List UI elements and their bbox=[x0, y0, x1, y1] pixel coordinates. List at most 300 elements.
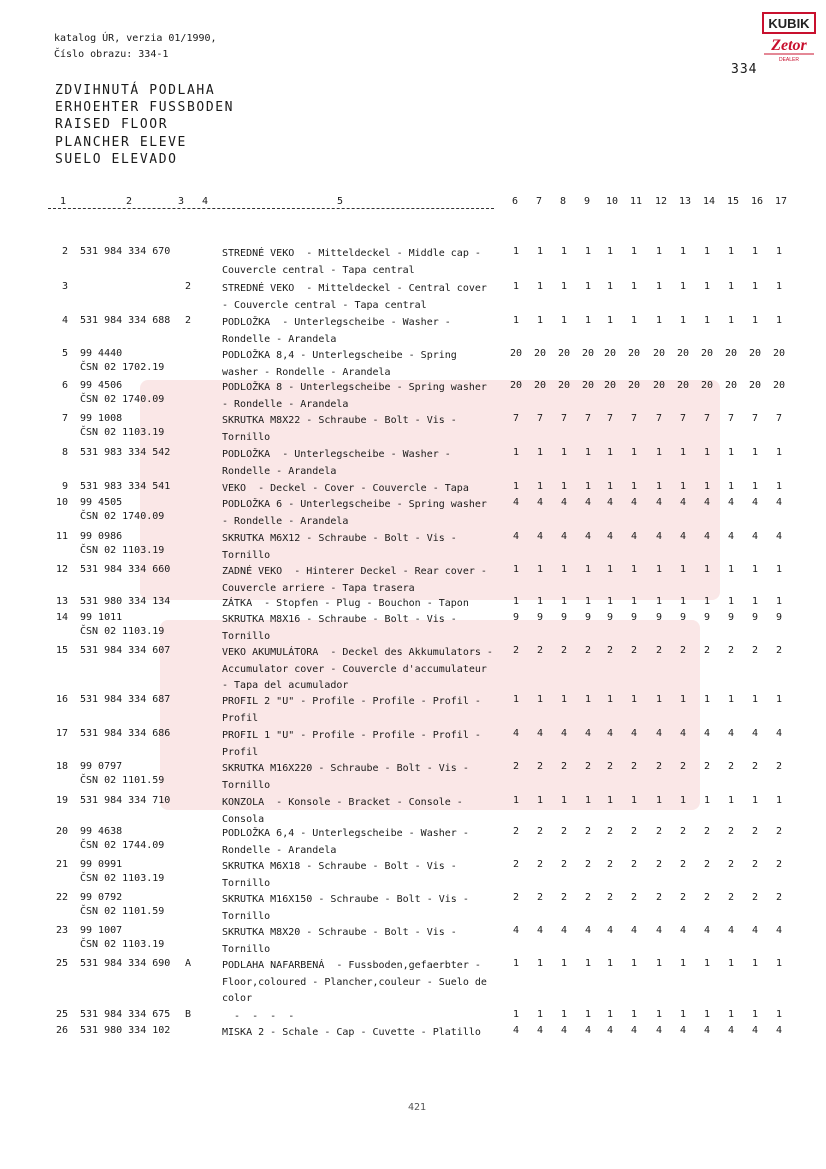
quantity-cell: 1 bbox=[727, 596, 735, 607]
standard-number: ČSN 02 1101.59 bbox=[80, 906, 165, 917]
quantity-cell: 1 bbox=[606, 281, 614, 292]
quantity-cell: 20 bbox=[724, 380, 738, 391]
variant-code: 2 bbox=[185, 315, 192, 326]
svg-text:KUBIK: KUBIK bbox=[768, 16, 810, 31]
quantity-cell: 2 bbox=[560, 645, 568, 656]
quantity-cell: 4 bbox=[606, 497, 614, 508]
title-de: ERHOEHTER FUSSBODEN bbox=[55, 100, 235, 116]
quantity-cell: 20 bbox=[627, 348, 641, 359]
quantity-cell: 7 bbox=[584, 413, 592, 424]
quantity-cell: 2 bbox=[584, 859, 592, 870]
quantity-cell: 20 bbox=[509, 348, 523, 359]
quantity-cell: 20 bbox=[557, 348, 571, 359]
quantity-cell: 1 bbox=[536, 1009, 544, 1020]
quantity-cell: 1 bbox=[703, 447, 711, 458]
quantity-cell: 1 bbox=[751, 795, 759, 806]
quantity-cell: 7 bbox=[536, 413, 544, 424]
quantity-cell: 20 bbox=[603, 380, 617, 391]
quantity-cell: 1 bbox=[606, 564, 614, 575]
col-qty-label: 10 bbox=[606, 196, 619, 207]
quantity-cell: 1 bbox=[584, 481, 592, 492]
quantity-cell: 1 bbox=[606, 694, 614, 705]
quantity-cell: 4 bbox=[584, 531, 592, 542]
quantity-cell: 7 bbox=[630, 413, 638, 424]
quantity-cell: 2 bbox=[679, 761, 687, 772]
quantity-cell: 2 bbox=[703, 892, 711, 903]
part-description: VEKO - Deckel - Cover - Couvercle - Tapa bbox=[222, 483, 469, 494]
quantity-cell: 1 bbox=[775, 481, 783, 492]
quantity-cell: 1 bbox=[679, 315, 687, 326]
quantity-cell: 4 bbox=[775, 1025, 783, 1036]
quantity-cell: 1 bbox=[560, 281, 568, 292]
col-qty-label: 16 bbox=[751, 196, 764, 207]
quantity-cell: 1 bbox=[606, 596, 614, 607]
quantity-cell: 1 bbox=[630, 795, 638, 806]
quantity-cell: 20 bbox=[772, 380, 786, 391]
quantity-cell: 7 bbox=[679, 413, 687, 424]
quantity-cell: 1 bbox=[775, 596, 783, 607]
quantity-cell: 4 bbox=[703, 531, 711, 542]
quantity-cell: 4 bbox=[655, 728, 663, 739]
quantity-cell: 2 bbox=[775, 859, 783, 870]
part-number: 99 1007 bbox=[80, 925, 123, 936]
part-description: SKRUTKA M16X150 - Schraube - Bolt - Vis - Tornillo bbox=[222, 894, 469, 922]
position-number: 17 bbox=[55, 728, 68, 739]
quantity-cell: 2 bbox=[584, 645, 592, 656]
quantity-cell: 4 bbox=[679, 497, 687, 508]
quantity-cell: 2 bbox=[727, 761, 735, 772]
quantity-cell: 4 bbox=[560, 728, 568, 739]
quantity-cell: 9 bbox=[536, 612, 544, 623]
quantity-cell: 1 bbox=[560, 1009, 568, 1020]
quantity-cell: 1 bbox=[703, 1009, 711, 1020]
quantity-cell: 20 bbox=[676, 380, 690, 391]
quantity-cell: 1 bbox=[751, 246, 759, 257]
quantity-cell: 4 bbox=[630, 1025, 638, 1036]
standard-number: ČSN 02 1103.19 bbox=[80, 873, 165, 884]
part-description: ZADNÉ VEKO - Hinterer Deckel - Rear cover - Couvercle arriere - Tapa trasera bbox=[222, 566, 487, 594]
quantity-cell: 1 bbox=[630, 1009, 638, 1020]
quantity-cell: 1 bbox=[560, 596, 568, 607]
quantity-cell: 1 bbox=[727, 564, 735, 575]
col-qty-label: 14 bbox=[703, 196, 716, 207]
quantity-cell: 1 bbox=[679, 694, 687, 705]
quantity-cell: 7 bbox=[727, 413, 735, 424]
quantity-cell: 4 bbox=[512, 1025, 520, 1036]
quantity-cell: 4 bbox=[584, 925, 592, 936]
quantity-cell: 1 bbox=[679, 958, 687, 969]
quantity-cell: 2 bbox=[536, 761, 544, 772]
quantity-cell: 7 bbox=[655, 413, 663, 424]
quantity-cell: 20 bbox=[603, 348, 617, 359]
quantity-cell: 4 bbox=[536, 531, 544, 542]
quantity-cell: 1 bbox=[655, 958, 663, 969]
quantity-cell: 1 bbox=[775, 958, 783, 969]
quantity-cell: 1 bbox=[703, 281, 711, 292]
quantity-cell: 20 bbox=[581, 348, 595, 359]
quantity-cell: 1 bbox=[679, 596, 687, 607]
quantity-cell: 1 bbox=[512, 596, 520, 607]
quantity-cell: 1 bbox=[775, 1009, 783, 1020]
quantity-cell: 4 bbox=[560, 531, 568, 542]
quantity-cell: 1 bbox=[630, 447, 638, 458]
col-qty-label: 11 bbox=[630, 196, 643, 207]
quantity-cell: 4 bbox=[630, 925, 638, 936]
quantity-cell: 20 bbox=[533, 380, 547, 391]
quantity-cell: 1 bbox=[727, 246, 735, 257]
part-number: 99 4638 bbox=[80, 826, 123, 837]
part-description: SKRUTKA M8X22 - Schraube - Bolt - Vis - Tornillo bbox=[222, 415, 457, 443]
position-number: 16 bbox=[55, 694, 68, 705]
quantity-cell: 4 bbox=[655, 497, 663, 508]
quantity-cell: 1 bbox=[536, 281, 544, 292]
quantity-cell: 1 bbox=[727, 315, 735, 326]
title-fr: PLANCHER ELEVE bbox=[55, 134, 187, 150]
col-qty-label: 17 bbox=[775, 196, 788, 207]
quantity-cell: 9 bbox=[703, 612, 711, 623]
col-qty-label: 12 bbox=[655, 196, 668, 207]
quantity-cell: 4 bbox=[703, 497, 711, 508]
quantity-cell: 1 bbox=[703, 564, 711, 575]
quantity-cell: 2 bbox=[679, 859, 687, 870]
quantity-cell: 9 bbox=[560, 612, 568, 623]
quantity-cell: 1 bbox=[703, 795, 711, 806]
part-description: PODLOŽKA - Unterlegscheibe - Washer - Rondelle - Arandela bbox=[222, 317, 451, 345]
quantity-cell: 20 bbox=[676, 348, 690, 359]
quantity-cell: 1 bbox=[679, 795, 687, 806]
quantity-cell: 1 bbox=[584, 281, 592, 292]
col-qty-label: 8 bbox=[560, 196, 567, 207]
quantity-cell: 20 bbox=[748, 348, 762, 359]
position-number: 18 bbox=[55, 761, 68, 772]
svg-text:Zetor: Zetor bbox=[771, 37, 807, 54]
variant-code: B bbox=[185, 1009, 192, 1020]
position-number: 9 bbox=[61, 481, 68, 492]
quantity-cell: 1 bbox=[775, 315, 783, 326]
quantity-cell: 2 bbox=[606, 892, 614, 903]
quantity-cell: 1 bbox=[606, 795, 614, 806]
quantity-cell: 1 bbox=[775, 795, 783, 806]
quantity-cell: 1 bbox=[655, 1009, 663, 1020]
quantity-cell: 20 bbox=[772, 348, 786, 359]
part-number: 531 983 334 542 bbox=[80, 447, 171, 458]
quantity-cell: 2 bbox=[751, 826, 759, 837]
quantity-cell: 1 bbox=[703, 481, 711, 492]
part-description: SKRUTKA M6X12 - Schraube - Bolt - Vis - Tornillo bbox=[222, 533, 457, 561]
quantity-cell: 2 bbox=[584, 892, 592, 903]
quantity-cell: 1 bbox=[751, 1009, 759, 1020]
quantity-cell: 4 bbox=[536, 497, 544, 508]
part-description: SKRUTKA M6X18 - Schraube - Bolt - Vis - Tornillo bbox=[222, 861, 457, 889]
quantity-cell: 2 bbox=[512, 761, 520, 772]
position-number: 25 bbox=[55, 958, 68, 969]
quantity-cell: 1 bbox=[606, 315, 614, 326]
quantity-cell: 2 bbox=[727, 826, 735, 837]
col-4-label: 4 bbox=[202, 196, 209, 207]
quantity-cell: 2 bbox=[536, 859, 544, 870]
part-number: 99 1008 bbox=[80, 413, 123, 424]
quantity-cell: 1 bbox=[536, 315, 544, 326]
part-number: 99 4440 bbox=[80, 348, 123, 359]
quantity-cell: 1 bbox=[512, 246, 520, 257]
quantity-cell: 2 bbox=[512, 826, 520, 837]
part-description: PROFIL 2 "U" - Profile - Profile - Profil - Profil bbox=[222, 696, 481, 724]
position-number: 7 bbox=[61, 413, 68, 424]
quantity-cell: 4 bbox=[512, 728, 520, 739]
quantity-cell: 1 bbox=[536, 958, 544, 969]
kubik-zetor-logo bbox=[762, 12, 816, 62]
quantity-cell: 2 bbox=[536, 892, 544, 903]
part-description: SKRUTKA M8X20 - Schraube - Bolt - Vis - Tornillo bbox=[222, 927, 457, 955]
standard-number: ČSN 02 1702.19 bbox=[80, 362, 165, 373]
part-number: 531 984 334 607 bbox=[80, 645, 171, 656]
quantity-cell: 1 bbox=[751, 564, 759, 575]
part-number: 531 984 334 687 bbox=[80, 694, 171, 705]
part-description: VEKO AKUMULÁTORA - Deckel des Akkumulators - Accumulator cover - Couvercle d'accumulateur - Tapa del acumulador bbox=[222, 647, 493, 691]
position-number: 22 bbox=[55, 892, 68, 903]
quantity-cell: 1 bbox=[512, 447, 520, 458]
quantity-cell: 4 bbox=[584, 728, 592, 739]
catalog-version: katalog ÚR, verzia 01/1990, bbox=[54, 33, 217, 44]
position-number: 6 bbox=[61, 380, 68, 391]
part-description: MISKA 2 - Schale - Cap - Cuvette - Platillo bbox=[222, 1027, 481, 1038]
part-description: KONZOLA - Konsole - Bracket - Console - Consola bbox=[222, 797, 463, 825]
quantity-cell: 2 bbox=[606, 761, 614, 772]
standard-number: ČSN 02 1103.19 bbox=[80, 545, 165, 556]
quantity-cell: 4 bbox=[775, 728, 783, 739]
quantity-cell: 4 bbox=[703, 728, 711, 739]
quantity-cell: 1 bbox=[560, 795, 568, 806]
quantity-cell: 2 bbox=[655, 892, 663, 903]
quantity-cell: 1 bbox=[655, 481, 663, 492]
quantity-cell: 1 bbox=[536, 447, 544, 458]
quantity-cell: 1 bbox=[536, 564, 544, 575]
col-1-label: 1 bbox=[60, 196, 67, 207]
quantity-cell: 4 bbox=[703, 1025, 711, 1036]
title-block bbox=[55, 82, 234, 168]
quantity-cell: 1 bbox=[512, 481, 520, 492]
quantity-cell: 1 bbox=[512, 958, 520, 969]
quantity-cell: 1 bbox=[655, 564, 663, 575]
quantity-cell: 20 bbox=[724, 348, 738, 359]
part-number: 531 984 334 675 bbox=[80, 1009, 171, 1020]
quantity-cell: 4 bbox=[655, 925, 663, 936]
part-description: SKRUTKA M16X220 - Schraube - Bolt - Vis - Tornillo bbox=[222, 763, 469, 791]
quantity-cell: 2 bbox=[536, 645, 544, 656]
quantity-cell: 1 bbox=[655, 795, 663, 806]
col-qty-label: 6 bbox=[512, 196, 519, 207]
quantity-cell: 2 bbox=[703, 761, 711, 772]
quantity-cell: 9 bbox=[584, 612, 592, 623]
quantity-cell: 1 bbox=[512, 315, 520, 326]
quantity-cell: 1 bbox=[584, 246, 592, 257]
position-number: 15 bbox=[55, 645, 68, 656]
quantity-cell: 1 bbox=[606, 958, 614, 969]
quantity-cell: 1 bbox=[727, 481, 735, 492]
quantity-cell: 4 bbox=[560, 925, 568, 936]
part-number: 531 983 334 541 bbox=[80, 481, 171, 492]
part-number: 531 984 334 686 bbox=[80, 728, 171, 739]
quantity-cell: 2 bbox=[655, 761, 663, 772]
quantity-cell: 1 bbox=[512, 564, 520, 575]
quantity-cell: 2 bbox=[655, 859, 663, 870]
quantity-cell: 7 bbox=[560, 413, 568, 424]
quantity-cell: 2 bbox=[630, 859, 638, 870]
quantity-cell: 1 bbox=[703, 694, 711, 705]
quantity-cell: 4 bbox=[775, 531, 783, 542]
quantity-cell: 2 bbox=[512, 859, 520, 870]
quantity-cell: 1 bbox=[751, 315, 759, 326]
quantity-cell: 4 bbox=[679, 925, 687, 936]
quantity-cell: 1 bbox=[703, 596, 711, 607]
quantity-cell: 1 bbox=[536, 694, 544, 705]
position-number: 21 bbox=[55, 859, 68, 870]
quantity-cell: 1 bbox=[679, 564, 687, 575]
part-description: PROFIL 1 "U" - Profile - Profile - Profil - Profil bbox=[222, 730, 481, 758]
quantity-cell: 1 bbox=[727, 795, 735, 806]
position-number: 2 bbox=[61, 246, 68, 257]
quantity-cell: 2 bbox=[655, 645, 663, 656]
standard-number: ČSN 02 1744.09 bbox=[80, 840, 165, 851]
quantity-cell: 2 bbox=[512, 645, 520, 656]
part-number: 99 4505 bbox=[80, 497, 123, 508]
quantity-cell: 2 bbox=[751, 761, 759, 772]
standard-number: ČSN 02 1103.19 bbox=[80, 939, 165, 950]
quantity-cell: 4 bbox=[751, 728, 759, 739]
quantity-cell: 4 bbox=[727, 925, 735, 936]
part-number: 531 984 334 710 bbox=[80, 795, 171, 806]
quantity-cell: 2 bbox=[703, 859, 711, 870]
quantity-cell: 2 bbox=[560, 826, 568, 837]
quantity-cell: 4 bbox=[512, 531, 520, 542]
quantity-cell: 4 bbox=[584, 497, 592, 508]
part-description: STREDNÉ VEKO - Mitteldeckel - Middle cap - Couvercle central - Tapa central bbox=[222, 248, 481, 276]
variant-code: 2 bbox=[185, 281, 192, 292]
quantity-cell: 1 bbox=[775, 281, 783, 292]
quantity-cell: 1 bbox=[630, 958, 638, 969]
quantity-cell: 1 bbox=[584, 315, 592, 326]
quantity-cell: 4 bbox=[655, 531, 663, 542]
quantity-cell: 20 bbox=[533, 348, 547, 359]
quantity-cell: 9 bbox=[751, 612, 759, 623]
quantity-cell: 1 bbox=[512, 281, 520, 292]
position-number: 5 bbox=[61, 348, 68, 359]
part-number: 99 0986 bbox=[80, 531, 123, 542]
quantity-cell: 4 bbox=[512, 925, 520, 936]
quantity-cell: 4 bbox=[679, 531, 687, 542]
quantity-cell: 4 bbox=[606, 1025, 614, 1036]
quantity-cell: 1 bbox=[606, 1009, 614, 1020]
quantity-cell: 4 bbox=[751, 1025, 759, 1036]
position-number: 8 bbox=[61, 447, 68, 458]
part-number: 531 984 334 690 bbox=[80, 958, 171, 969]
quantity-cell: 4 bbox=[584, 1025, 592, 1036]
quantity-cell: 7 bbox=[751, 413, 759, 424]
part-description: PODLOŽKA 8,4 - Unterlegscheibe - Spring washer - Rondelle - Arandela bbox=[222, 350, 457, 378]
quantity-cell: 2 bbox=[727, 645, 735, 656]
quantity-cell: 2 bbox=[775, 892, 783, 903]
quantity-cell: 1 bbox=[775, 564, 783, 575]
quantity-cell: 1 bbox=[703, 246, 711, 257]
position-number: 10 bbox=[55, 497, 68, 508]
position-number: 19 bbox=[55, 795, 68, 806]
quantity-cell: 20 bbox=[509, 380, 523, 391]
quantity-cell: 1 bbox=[655, 281, 663, 292]
quantity-cell: 1 bbox=[630, 694, 638, 705]
quantity-cell: 1 bbox=[727, 958, 735, 969]
quantity-cell: 4 bbox=[751, 497, 759, 508]
quantity-cell: 2 bbox=[584, 826, 592, 837]
part-number: 531 984 334 670 bbox=[80, 246, 171, 257]
part-number: 531 980 334 102 bbox=[80, 1025, 171, 1036]
quantity-cell: 1 bbox=[679, 246, 687, 257]
quantity-cell: 1 bbox=[630, 564, 638, 575]
quantity-cell: 4 bbox=[679, 1025, 687, 1036]
col-qty-label: 7 bbox=[536, 196, 543, 207]
quantity-cell: 4 bbox=[727, 531, 735, 542]
quantity-cell: 1 bbox=[727, 281, 735, 292]
quantity-cell: 4 bbox=[751, 531, 759, 542]
quantity-cell: 2 bbox=[751, 892, 759, 903]
quantity-cell: 9 bbox=[679, 612, 687, 623]
part-description: PODLOŽKA 8 - Unterlegscheibe - Spring washer - Rondelle - Arandela bbox=[222, 382, 487, 410]
quantity-cell: 1 bbox=[679, 447, 687, 458]
part-number: 99 0792 bbox=[80, 892, 123, 903]
quantity-cell: 2 bbox=[679, 892, 687, 903]
position-number: 13 bbox=[55, 596, 68, 607]
quantity-cell: 2 bbox=[751, 645, 759, 656]
quantity-cell: 1 bbox=[775, 447, 783, 458]
quantity-cell: 1 bbox=[655, 694, 663, 705]
quantity-cell: 1 bbox=[560, 958, 568, 969]
quantity-cell: 4 bbox=[703, 925, 711, 936]
quantity-cell: 2 bbox=[630, 761, 638, 772]
quantity-cell: 2 bbox=[727, 859, 735, 870]
quantity-cell: 20 bbox=[581, 380, 595, 391]
quantity-cell: 4 bbox=[751, 925, 759, 936]
position-number: 25 bbox=[55, 1009, 68, 1020]
quantity-cell: 2 bbox=[679, 826, 687, 837]
position-number: 12 bbox=[55, 564, 68, 575]
quantity-cell: 1 bbox=[679, 481, 687, 492]
quantity-cell: 4 bbox=[630, 531, 638, 542]
quantity-cell: 9 bbox=[606, 612, 614, 623]
quantity-cell: 1 bbox=[630, 315, 638, 326]
quantity-cell: 1 bbox=[727, 1009, 735, 1020]
quantity-cell: 1 bbox=[655, 315, 663, 326]
quantity-cell: 1 bbox=[606, 447, 614, 458]
quantity-cell: 1 bbox=[584, 596, 592, 607]
part-description: SKRUTKA M8X16 - Schraube - Bolt - Vis - Tornillo bbox=[222, 614, 457, 642]
standard-number: ČSN 02 1101.59 bbox=[80, 775, 165, 786]
quantity-cell: 4 bbox=[536, 728, 544, 739]
quantity-cell: 4 bbox=[606, 925, 614, 936]
quantity-cell: 2 bbox=[630, 645, 638, 656]
quantity-cell: 1 bbox=[727, 447, 735, 458]
quantity-cell: 9 bbox=[512, 612, 520, 623]
quantity-cell: 2 bbox=[775, 761, 783, 772]
quantity-cell: 4 bbox=[775, 497, 783, 508]
standard-number: ČSN 02 1740.09 bbox=[80, 394, 165, 405]
quantity-cell: 20 bbox=[700, 348, 714, 359]
quantity-cell: 2 bbox=[703, 645, 711, 656]
quantity-cell: 1 bbox=[560, 481, 568, 492]
quantity-cell: 1 bbox=[775, 246, 783, 257]
title-en: RAISED FLOOR bbox=[55, 117, 169, 133]
quantity-cell: 20 bbox=[652, 380, 666, 391]
quantity-cell: 2 bbox=[606, 645, 614, 656]
part-number: 531 984 334 688 bbox=[80, 315, 171, 326]
